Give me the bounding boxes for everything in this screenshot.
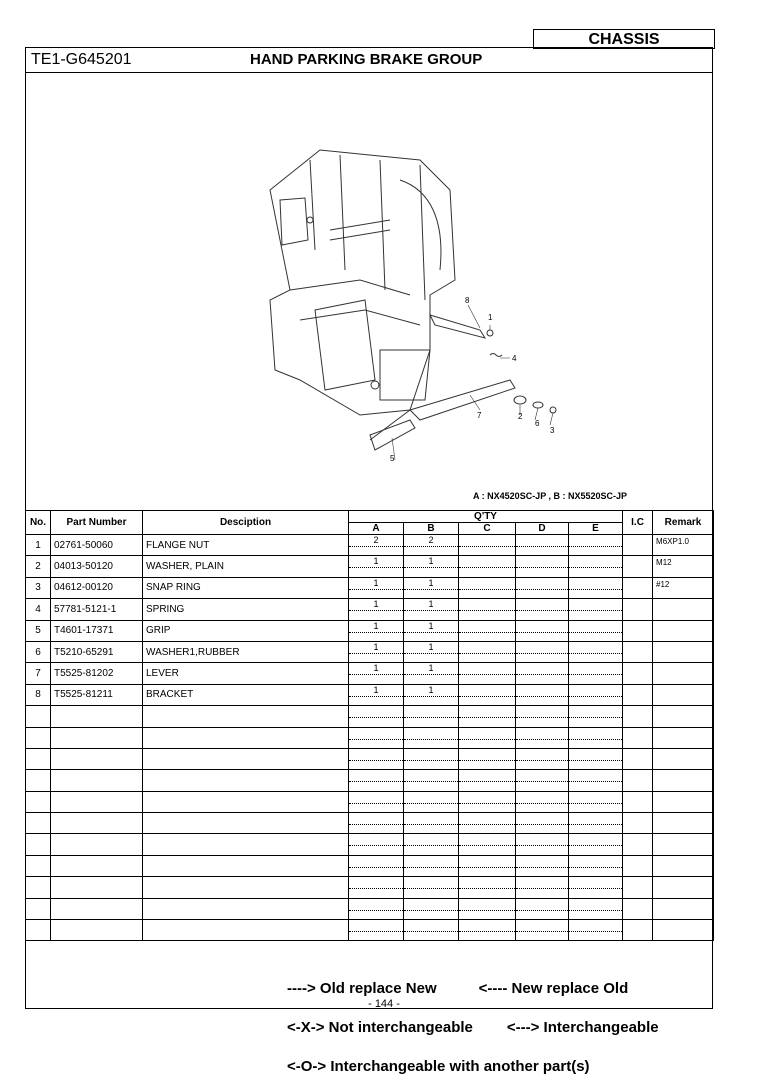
row-description: SPRING bbox=[143, 599, 349, 620]
col-no: No. bbox=[26, 511, 51, 535]
callout-4: 4 bbox=[512, 354, 517, 363]
row-qty-c bbox=[459, 770, 516, 791]
row-qty-c bbox=[459, 663, 516, 684]
row-qty-b bbox=[404, 898, 459, 919]
row-qty-d bbox=[516, 599, 569, 620]
row-description bbox=[143, 834, 349, 855]
row-description: SNAP RING bbox=[143, 577, 349, 598]
parts-table bbox=[25, 510, 714, 941]
row-qty-d bbox=[516, 877, 569, 898]
row-qty-a bbox=[349, 855, 404, 876]
row-qty-b bbox=[404, 791, 459, 812]
row-remark bbox=[653, 748, 714, 769]
row-qty-a bbox=[349, 813, 404, 834]
row-part-number: 04013-50120 bbox=[51, 556, 143, 577]
row-ic bbox=[623, 834, 653, 855]
row-ic bbox=[623, 813, 653, 834]
table-row bbox=[26, 727, 714, 748]
row-remark bbox=[653, 727, 714, 748]
section-label: CHASSIS bbox=[533, 29, 715, 49]
row-qty-b bbox=[404, 855, 459, 876]
row-qty-c bbox=[459, 791, 516, 812]
table-row bbox=[26, 663, 714, 684]
row-qty-b: 1 bbox=[404, 663, 459, 684]
row-qty-a bbox=[349, 706, 404, 727]
row-remark bbox=[653, 663, 714, 684]
legend-new-replace-old: <---- New replace Old bbox=[478, 980, 629, 997]
row-ic bbox=[623, 706, 653, 727]
row-no: 7 bbox=[26, 663, 51, 684]
row-no: 4 bbox=[26, 599, 51, 620]
row-part-number bbox=[51, 898, 143, 919]
row-qty-b bbox=[404, 727, 459, 748]
row-remark bbox=[653, 791, 714, 812]
row-qty-e bbox=[569, 834, 623, 855]
row-part-number: 02761-50060 bbox=[51, 535, 143, 556]
row-remark: M6XP1.0 bbox=[653, 535, 714, 556]
row-qty-c bbox=[459, 577, 516, 598]
row-description: GRIP bbox=[143, 620, 349, 641]
row-no bbox=[26, 920, 51, 941]
row-qty-c bbox=[459, 599, 516, 620]
row-remark bbox=[653, 684, 714, 705]
table-row bbox=[26, 556, 714, 577]
row-description: BRACKET bbox=[143, 684, 349, 705]
callout-1: 1 bbox=[488, 313, 493, 322]
callout-2: 2 bbox=[518, 412, 523, 421]
row-no bbox=[26, 770, 51, 791]
table-row bbox=[26, 855, 714, 876]
row-ic bbox=[623, 748, 653, 769]
row-qty-a bbox=[349, 898, 404, 919]
bracket-part bbox=[430, 315, 485, 338]
table-row bbox=[26, 770, 714, 791]
col-qty-b: B bbox=[404, 523, 459, 535]
row-part-number: T5525-81202 bbox=[51, 663, 143, 684]
row-description bbox=[143, 813, 349, 834]
row-qty-d bbox=[516, 641, 569, 662]
row-ic bbox=[623, 599, 653, 620]
table-row bbox=[26, 577, 714, 598]
row-remark bbox=[653, 620, 714, 641]
row-qty-e bbox=[569, 770, 623, 791]
row-qty-b: 1 bbox=[404, 556, 459, 577]
row-part-number bbox=[51, 727, 143, 748]
col-ic: I.C bbox=[623, 511, 653, 535]
col-qty-d: D bbox=[516, 523, 569, 535]
row-ic bbox=[623, 855, 653, 876]
row-ic bbox=[623, 663, 653, 684]
legend bbox=[287, 956, 659, 1086]
row-qty-c bbox=[459, 727, 516, 748]
row-qty-a bbox=[349, 877, 404, 898]
row-qty-e bbox=[569, 855, 623, 876]
row-qty-d bbox=[516, 813, 569, 834]
row-qty-d bbox=[516, 577, 569, 598]
table-row bbox=[26, 834, 714, 855]
row-qty-a bbox=[349, 791, 404, 812]
row-no bbox=[26, 898, 51, 919]
row-description bbox=[143, 791, 349, 812]
row-qty-a: 1 bbox=[349, 599, 404, 620]
row-part-number: T5525-81211 bbox=[51, 684, 143, 705]
row-qty-d bbox=[516, 791, 569, 812]
row-part-number: T4601-17371 bbox=[51, 620, 143, 641]
row-remark bbox=[653, 898, 714, 919]
legend-interchangeable-other: <-O-> Interchangeable with another part(s) bbox=[287, 1058, 590, 1075]
row-no: 6 bbox=[26, 641, 51, 662]
row-qty-a: 1 bbox=[349, 556, 404, 577]
row-qty-b: 1 bbox=[404, 599, 459, 620]
row-qty-e bbox=[569, 684, 623, 705]
row-description bbox=[143, 727, 349, 748]
row-ic bbox=[623, 770, 653, 791]
row-no: 8 bbox=[26, 684, 51, 705]
row-ic bbox=[623, 641, 653, 662]
row-part-number: 57781-5121-1 bbox=[51, 599, 143, 620]
callout-7: 7 bbox=[477, 411, 482, 420]
row-ic bbox=[623, 727, 653, 748]
row-qty-b bbox=[404, 770, 459, 791]
row-no: 2 bbox=[26, 556, 51, 577]
col-qty: Q'TY bbox=[349, 511, 623, 523]
row-qty-a bbox=[349, 727, 404, 748]
row-remark: #12 bbox=[653, 577, 714, 598]
row-remark bbox=[653, 920, 714, 941]
row-remark bbox=[653, 834, 714, 855]
row-ic bbox=[623, 577, 653, 598]
row-qty-e bbox=[569, 577, 623, 598]
row-qty-c bbox=[459, 535, 516, 556]
col-part-number: Part Number bbox=[51, 511, 143, 535]
legend-not-interchangeable: <-X-> Not interchangeable bbox=[287, 1019, 473, 1036]
table-row bbox=[26, 791, 714, 812]
row-ic bbox=[623, 620, 653, 641]
row-qty-d bbox=[516, 556, 569, 577]
row-qty-b: 1 bbox=[404, 620, 459, 641]
table-row bbox=[26, 813, 714, 834]
row-qty-e bbox=[569, 791, 623, 812]
row-qty-e bbox=[569, 898, 623, 919]
row-qty-c bbox=[459, 706, 516, 727]
row-qty-c bbox=[459, 813, 516, 834]
row-description bbox=[143, 920, 349, 941]
table-row bbox=[26, 684, 714, 705]
group-code: TE1-G645201 bbox=[31, 51, 132, 68]
row-part-number bbox=[51, 770, 143, 791]
row-part-number: T5210-65291 bbox=[51, 641, 143, 662]
row-qty-d bbox=[516, 748, 569, 769]
row-part-number bbox=[51, 855, 143, 876]
row-ic bbox=[623, 535, 653, 556]
row-qty-b: 1 bbox=[404, 684, 459, 705]
row-qty-c bbox=[459, 684, 516, 705]
row-remark bbox=[653, 599, 714, 620]
row-description bbox=[143, 898, 349, 919]
row-qty-a: 1 bbox=[349, 620, 404, 641]
row-remark bbox=[653, 706, 714, 727]
callout-8: 8 bbox=[465, 296, 470, 305]
col-qty-a: A bbox=[349, 523, 404, 535]
table-row bbox=[26, 620, 714, 641]
row-part-number bbox=[51, 748, 143, 769]
table-row bbox=[26, 898, 714, 919]
row-qty-b: 1 bbox=[404, 641, 459, 662]
row-qty-b bbox=[404, 920, 459, 941]
col-qty-e: E bbox=[569, 523, 623, 535]
row-qty-e bbox=[569, 599, 623, 620]
row-qty-c bbox=[459, 556, 516, 577]
row-qty-b bbox=[404, 748, 459, 769]
row-remark bbox=[653, 770, 714, 791]
row-qty-c bbox=[459, 748, 516, 769]
row-remark bbox=[653, 877, 714, 898]
row-qty-c bbox=[459, 855, 516, 876]
row-ic bbox=[623, 556, 653, 577]
col-remark: Remark bbox=[653, 511, 714, 535]
row-qty-b bbox=[404, 834, 459, 855]
row-description bbox=[143, 855, 349, 876]
row-qty-e bbox=[569, 877, 623, 898]
table-row bbox=[26, 706, 714, 727]
row-ic bbox=[623, 898, 653, 919]
row-qty-e bbox=[569, 706, 623, 727]
row-remark bbox=[653, 855, 714, 876]
row-qty-a bbox=[349, 834, 404, 855]
row-part-number bbox=[51, 834, 143, 855]
row-no bbox=[26, 855, 51, 876]
table-row bbox=[26, 748, 714, 769]
model-note: A : NX4520SC-JP , B : NX5520SC-JP bbox=[473, 491, 628, 501]
table-row bbox=[26, 877, 714, 898]
row-qty-d bbox=[516, 727, 569, 748]
row-part-number bbox=[51, 877, 143, 898]
row-qty-e bbox=[569, 535, 623, 556]
row-qty-a bbox=[349, 920, 404, 941]
row-qty-a bbox=[349, 748, 404, 769]
row-qty-d bbox=[516, 855, 569, 876]
callout-5: 5 bbox=[390, 454, 395, 463]
row-description bbox=[143, 770, 349, 791]
row-ic bbox=[623, 684, 653, 705]
row-qty-c bbox=[459, 620, 516, 641]
row-qty-e bbox=[569, 920, 623, 941]
row-qty-e bbox=[569, 641, 623, 662]
row-qty-b bbox=[404, 877, 459, 898]
row-qty-e bbox=[569, 620, 623, 641]
row-qty-c bbox=[459, 920, 516, 941]
row-qty-e bbox=[569, 556, 623, 577]
row-qty-c bbox=[459, 877, 516, 898]
row-no: 5 bbox=[26, 620, 51, 641]
table-row bbox=[26, 641, 714, 662]
row-no: 3 bbox=[26, 577, 51, 598]
exploded-parts-diagram bbox=[180, 120, 600, 480]
row-qty-d bbox=[516, 706, 569, 727]
row-qty-b: 2 bbox=[404, 535, 459, 556]
row-no bbox=[26, 834, 51, 855]
row-ic bbox=[623, 877, 653, 898]
row-qty-b: 1 bbox=[404, 577, 459, 598]
row-qty-c bbox=[459, 641, 516, 662]
row-part-number bbox=[51, 791, 143, 812]
col-qty-c: C bbox=[459, 523, 516, 535]
callout-6: 6 bbox=[535, 419, 540, 428]
row-remark bbox=[653, 641, 714, 662]
row-ic bbox=[623, 920, 653, 941]
row-remark: M12 bbox=[653, 556, 714, 577]
row-no bbox=[26, 813, 51, 834]
row-qty-e bbox=[569, 813, 623, 834]
row-no bbox=[26, 748, 51, 769]
row-no: 1 bbox=[26, 535, 51, 556]
row-description: WASHER1,RUBBER bbox=[143, 641, 349, 662]
row-qty-d bbox=[516, 684, 569, 705]
table-row bbox=[26, 599, 714, 620]
row-qty-a bbox=[349, 770, 404, 791]
row-no bbox=[26, 877, 51, 898]
row-description bbox=[143, 748, 349, 769]
row-no bbox=[26, 727, 51, 748]
row-qty-e bbox=[569, 727, 623, 748]
row-qty-a: 1 bbox=[349, 641, 404, 662]
table-row bbox=[26, 535, 714, 556]
row-remark bbox=[653, 813, 714, 834]
row-qty-d bbox=[516, 898, 569, 919]
row-part-number bbox=[51, 706, 143, 727]
table-row bbox=[26, 920, 714, 941]
row-part-number: 04612-00120 bbox=[51, 577, 143, 598]
row-qty-d bbox=[516, 834, 569, 855]
row-qty-a: 1 bbox=[349, 577, 404, 598]
row-part-number bbox=[51, 920, 143, 941]
legend-old-replace-new: ----> Old replace New bbox=[287, 980, 437, 997]
col-description: Desciption bbox=[143, 511, 349, 535]
row-description: LEVER bbox=[143, 663, 349, 684]
page-title: HAND PARKING BRAKE GROUP bbox=[250, 51, 483, 68]
row-qty-b bbox=[404, 813, 459, 834]
row-description: WASHER, PLAIN bbox=[143, 556, 349, 577]
row-qty-d bbox=[516, 620, 569, 641]
row-qty-d bbox=[516, 663, 569, 684]
row-qty-a: 2 bbox=[349, 535, 404, 556]
row-no bbox=[26, 791, 51, 812]
row-qty-d bbox=[516, 770, 569, 791]
row-qty-c bbox=[459, 834, 516, 855]
row-qty-b bbox=[404, 706, 459, 727]
row-no bbox=[26, 706, 51, 727]
row-qty-d bbox=[516, 920, 569, 941]
row-qty-a: 1 bbox=[349, 684, 404, 705]
page-number: - 144 - bbox=[368, 998, 400, 1010]
row-qty-e bbox=[569, 748, 623, 769]
callout-3: 3 bbox=[550, 426, 555, 435]
row-qty-e bbox=[569, 663, 623, 684]
row-qty-a: 1 bbox=[349, 663, 404, 684]
row-qty-c bbox=[459, 898, 516, 919]
row-qty-d bbox=[516, 535, 569, 556]
row-description bbox=[143, 877, 349, 898]
lever-part bbox=[410, 380, 515, 420]
row-description bbox=[143, 706, 349, 727]
row-ic bbox=[623, 791, 653, 812]
row-part-number bbox=[51, 813, 143, 834]
legend-interchangeable: <---> Interchangeable bbox=[506, 1019, 659, 1036]
row-description: FLANGE NUT bbox=[143, 535, 349, 556]
